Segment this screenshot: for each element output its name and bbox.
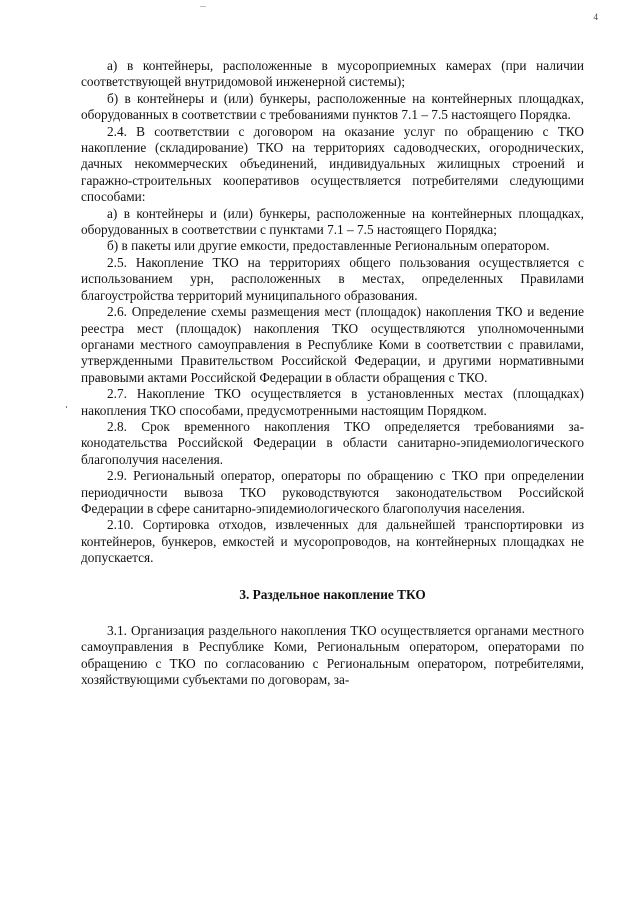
section-heading: 3. Раздельное накопление ТКО xyxy=(239,586,426,602)
scan-speck xyxy=(66,406,67,408)
paragraph-2-5: 2.5. Накопление ТКО на территориях общего пользования осуществляется с использованием урн, расположенных в местах, определенных Правилами благоустройства территорий муниципального образования. xyxy=(81,254,584,303)
paragraph-2-4: 2.4. В соответствии с договором на оказание услуг по обращению с ТКО накопление (складирование) ТКО на территориях садоводческих, огороднических, дачных некоммерческих объединений, индивидуальных жилищных строений и гаражно-строительных кооперативов осуществляется потребителями следующими способами: xyxy=(81,123,584,205)
paragraph-2-7: 2.7. Накопление ТКО осуществляется в установленных местах (площадках) накопления ТКО способами, предусмотренными настоящим Порядком. xyxy=(81,386,584,418)
document-body xyxy=(81,58,584,689)
paragraph-2-3-a: а) в контейнеры, расположенные в мусороприемных камерах (при наличии соответствующей внутридомовой инженерной системы); xyxy=(81,58,584,90)
scan-mark xyxy=(200,6,206,7)
paragraph-2-8: 2.8. Срок временного накопления ТКО определяется требованиями законодательства Российской Федерации в области санитарно-эпидемиологического благополучия населения. xyxy=(81,418,584,467)
paragraph-2-4-b: б) в пакеты или другие емкости, предоставленные Региональным оператором. xyxy=(107,238,550,254)
page-number: 4 xyxy=(593,12,598,22)
paragraph-2-6: 2.6. Определение схемы размещения мест (площадок) накопления ТКО и ведение реестра мест (площадок) накопления ТКО осуществляются уполномоченными органами местного самоуправления в Республике Коми в соответствии с правилами, утвержденными Правительством Российской Федерации, и другими нормативными правовыми актами Российской Федерации в области обращения с ТКО. xyxy=(81,304,584,385)
paragraph-3-1: 3.1. Организация раздельного накопления ТКО осуществляется органами местного самоуправления в Республике Коми, Региональным оператором, операторами по обращению с ТКО по согласованию с Региональным оператором, потребителями, хозяйствующими субъектами по договорам, за- xyxy=(81,623,584,688)
paragraph-2-10: 2.10. Сортировка отходов, извлеченных для дальнейшей транспортировки из контейнеров, бункеров, емкостей и мусоропроводов, на контейнерных площадках не допускается. xyxy=(81,517,584,566)
paragraph-2-4-a: а) в контейнеры и (или) бункеры, расположенные на контейнерных площадках, оборудованных в соответствии с пунктами 7.1 – 7.5 настоящего Порядка; xyxy=(81,205,584,238)
paragraph-2-3-b: б) в контейнеры и (или) бункеры, расположенные на контейнерных площадках, оборудованных в соответствии с требованиями пунктов 7.1 – 7.5 настоящего Порядка. xyxy=(81,90,584,123)
paragraph-2-9: 2.9. Региональный оператор, операторы по обращению с ТКО при определении периодичности вывоза ТКО руководствуются законодательством Российской Федерации в сфере санитарно-эпидемиологического благополучия населения. xyxy=(81,468,584,516)
